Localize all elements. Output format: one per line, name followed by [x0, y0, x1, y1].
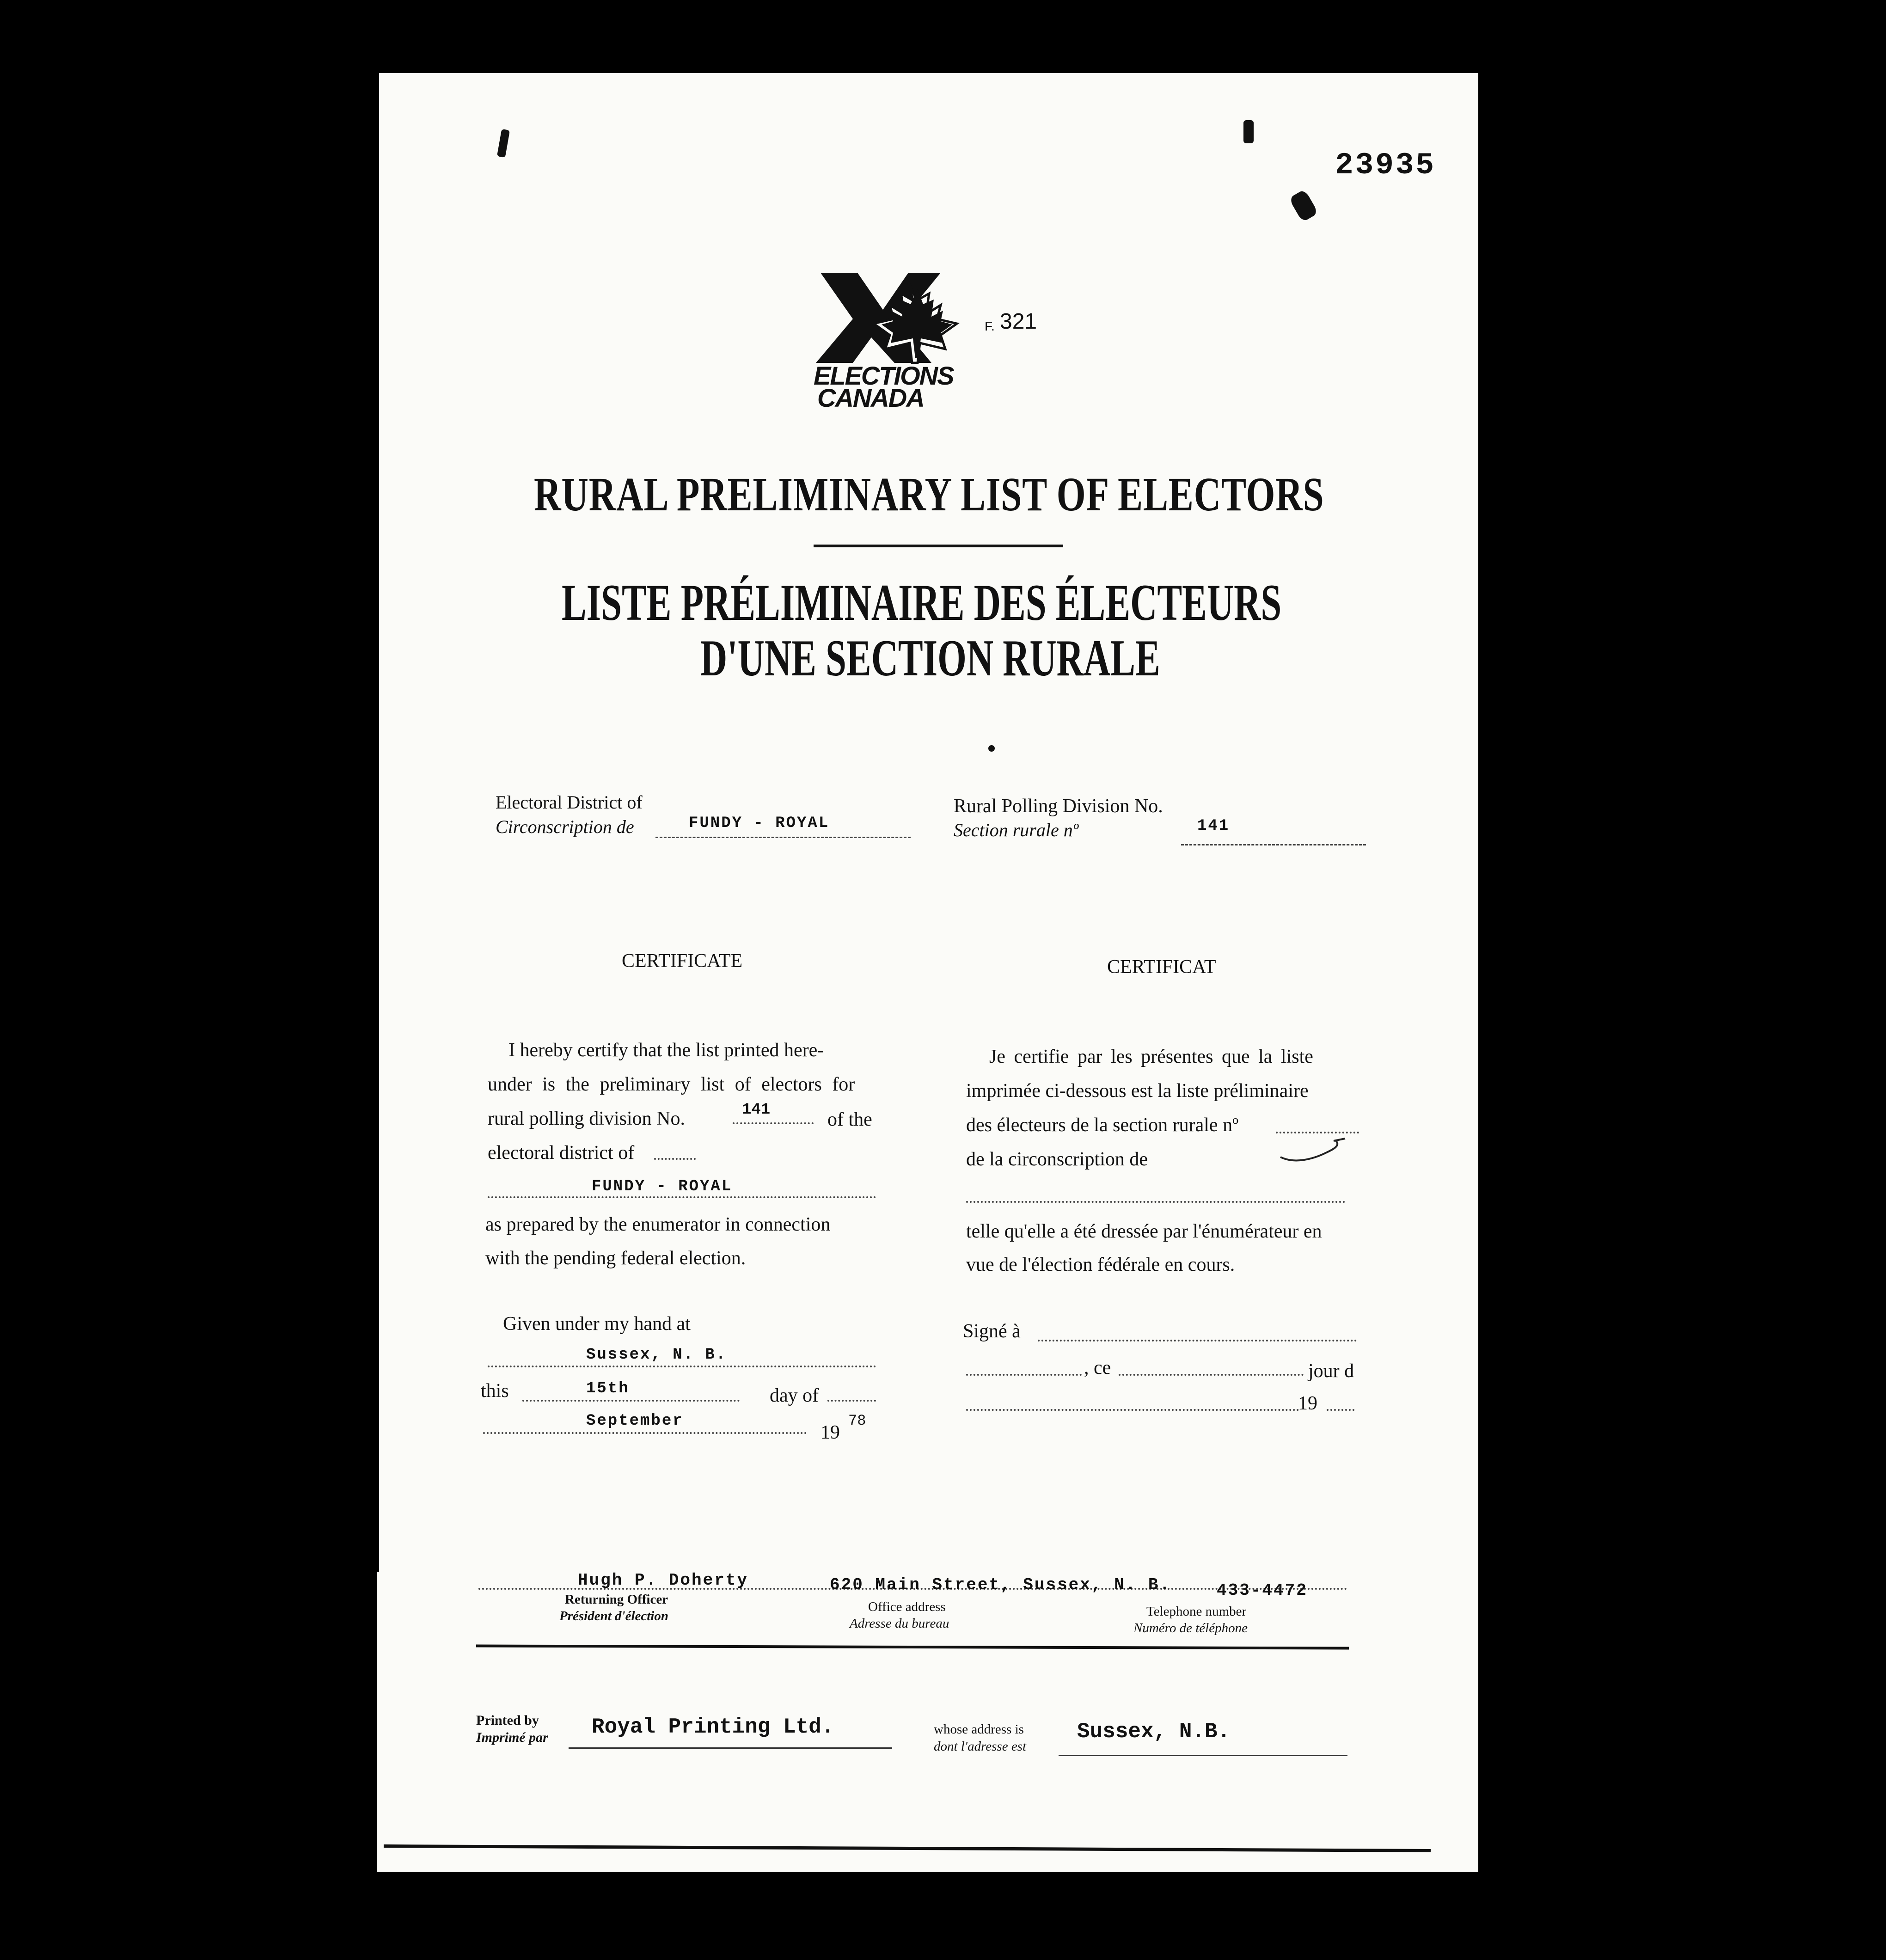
officer-address-label-en: Office address	[868, 1599, 946, 1614]
certificate-en-district-line	[488, 1196, 876, 1198]
certificate-en-day-value[interactable]: 15th	[586, 1380, 630, 1397]
certificate-en-line6: with the pending federal election.	[485, 1248, 746, 1269]
certificate-en-line3b: of the	[827, 1109, 872, 1130]
printer-address-label-fr: dont l'adresse est	[934, 1739, 1027, 1754]
title-divider	[814, 545, 1063, 547]
certificate-fr-jour: jour d	[1308, 1360, 1354, 1382]
certificate-fr-district-line	[966, 1201, 1345, 1203]
logo-text-canada: CANADA	[817, 383, 924, 412]
officer-address-label-fr: Adresse du bureau	[850, 1616, 949, 1631]
printer-label-fr: Imprimé par	[476, 1730, 548, 1745]
printer-label-en: Printed by	[476, 1713, 539, 1728]
certificate-en-place-value[interactable]: Sussex, N. B.	[586, 1346, 727, 1364]
certificate-en-day-line	[522, 1400, 740, 1402]
elections-canada-emblem-icon	[802, 268, 987, 365]
certificate-en-year-value[interactable]: 78	[848, 1412, 866, 1429]
certificate-fr-line3: des électeurs de la section rurale nº	[966, 1115, 1239, 1136]
certificate-en-given: Given under my hand at	[503, 1313, 691, 1335]
printer-value[interactable]: Royal Printing Ltd.	[592, 1715, 834, 1739]
certificate-fr-line1: Je certifie par les présentes que la liste	[989, 1046, 1313, 1067]
handwritten-mark	[1276, 1132, 1350, 1169]
officer-name-value[interactable]: Hugh P. Doherty	[578, 1571, 749, 1590]
title-french-line2: D'UNE SECTION RURALE	[700, 630, 1160, 687]
certificate-fr-year-prefix: 19	[1298, 1393, 1317, 1414]
title-english: RURAL PRELIMINARY LIST OF ELECTORS	[534, 468, 1324, 521]
certificate-en-this: this	[481, 1380, 509, 1402]
officer-phone-label-en: Telephone number	[1146, 1604, 1247, 1619]
division-value[interactable]: 141	[1197, 817, 1230, 835]
district-value-line	[655, 837, 911, 838]
certificate-heading-en: CERTIFICATE	[622, 950, 743, 972]
printer-address-line	[1059, 1755, 1347, 1756]
certificate-fr-year-line	[966, 1409, 1299, 1411]
logo-text-elections: ELECTIONS	[814, 361, 954, 390]
district-label-fr: Circonscription de	[496, 816, 634, 837]
printer-address-value[interactable]: Sussex, N.B.	[1077, 1720, 1231, 1744]
certificate-en-year-prefix: 19	[821, 1422, 840, 1443]
certificate-en-line3a: rural polling division No.	[488, 1108, 685, 1129]
certificate-fr-signe: Signé à	[963, 1321, 1021, 1342]
certificate-fr-day-line	[966, 1374, 1082, 1376]
certificate-fr-place-line	[1038, 1340, 1357, 1341]
officer-phone-value[interactable]: 433-4472	[1217, 1581, 1308, 1600]
certificate-en-division-value[interactable]: 141	[742, 1101, 771, 1119]
officer-name-label-fr: Président d'élection	[559, 1609, 668, 1623]
certificate-en-month-value[interactable]: September	[586, 1412, 684, 1430]
certificate-en-line1: I hereby certify that the list printed here-	[508, 1040, 824, 1061]
division-label-fr: Section rurale nº	[954, 820, 1079, 840]
district-value[interactable]: FUNDY - ROYAL	[689, 815, 830, 832]
district-label-en: Electoral District of	[496, 792, 643, 813]
certificate-en-month-line	[483, 1432, 807, 1434]
printer-address-label-en: whose address is	[934, 1722, 1024, 1737]
certificate-en-month-line-short	[827, 1400, 876, 1402]
form-code: 321	[1000, 309, 1037, 334]
certificate-en-division-line	[733, 1122, 814, 1124]
certificate-fr-month-line	[1119, 1374, 1304, 1376]
scan-speck	[988, 745, 995, 752]
certificate-en-line4: electoral district of	[488, 1142, 635, 1164]
division-value-line	[1181, 844, 1366, 845]
certificate-en-district-line-short	[654, 1158, 696, 1160]
officer-address-value[interactable]: 620 Main Street, Sussex, N. B.	[830, 1575, 1171, 1594]
division-label-en: Rural Polling Division No.	[954, 796, 1163, 817]
certificate-en-line2: under is the preliminary list of electors for	[488, 1074, 855, 1095]
title-french-line1: LISTE PRÉLIMINAIRE DES ÉLECTEURS	[562, 574, 1282, 631]
scan-speck	[1243, 120, 1254, 143]
elections-canada-logo	[802, 268, 987, 411]
certificate-fr-line5: telle qu'elle a été dressée par l'énumérateur en	[966, 1221, 1322, 1242]
certificate-fr-year-line-short	[1327, 1409, 1354, 1411]
certificate-fr-line4: de la circonscription de	[966, 1149, 1148, 1170]
certificate-en-line5: as prepared by the enumerator in connection	[485, 1214, 831, 1235]
officer-phone-label-fr: Numéro de téléphone	[1133, 1621, 1248, 1635]
certificate-en-district-value[interactable]: FUNDY - ROYAL	[592, 1178, 733, 1195]
certificate-fr-line6: vue de l'élection fédérale en cours.	[966, 1254, 1235, 1275]
certificate-en-place-line	[488, 1366, 876, 1367]
serial-number: 23935	[1335, 148, 1436, 183]
form-code-prefix: F.	[985, 319, 995, 333]
certificate-fr-line2: imprimée ci-dessous est la liste préliminaire	[966, 1080, 1309, 1102]
officer-name-label-en: Returning Officer	[565, 1592, 668, 1607]
certificate-en-day-of: day of	[770, 1385, 819, 1406]
printer-value-line	[569, 1747, 892, 1749]
certificate-fr-ce: , ce	[1084, 1357, 1111, 1378]
certificate-heading-fr: CERTIFICAT	[1107, 956, 1216, 978]
